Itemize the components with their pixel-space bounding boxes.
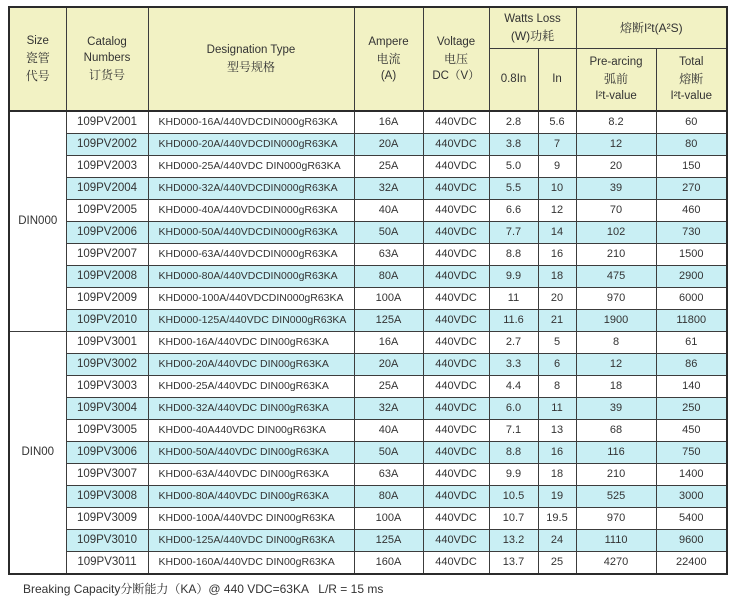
cell-ampere: 80A (354, 266, 423, 288)
cell-voltage: 440VDC (423, 376, 489, 398)
cell-ampere: 20A (354, 354, 423, 376)
watts-loss-label-zh: (W)功耗 (510, 28, 555, 43)
cell-catalog: 109PV2007 (66, 244, 148, 266)
total-label-value: I²t-value (670, 90, 713, 103)
col-header-in: In (538, 48, 576, 111)
cell-catalog: 109PV3006 (66, 442, 148, 464)
cell-prearc_i2t: 8 (576, 332, 656, 354)
cell-designation: KHD00-63A/440VDC DIN00gR63KA (148, 464, 354, 486)
table-row (9, 508, 727, 530)
cell-watts_in: 10 (538, 178, 576, 200)
cell-ampere: 125A (354, 530, 423, 552)
cell-voltage: 440VDC (423, 442, 489, 464)
col-header-catalog (66, 7, 148, 111)
size-label-zh1: 瓷管 (25, 51, 50, 65)
cell-voltage: 440VDC (423, 266, 489, 288)
cell-watts_08in: 8.8 (489, 244, 538, 266)
cell-ampere: 16A (354, 111, 423, 134)
pre-arcing-label-value: I²t-value (595, 90, 637, 103)
cell-watts_in: 16 (538, 442, 576, 464)
cell-voltage: 440VDC (423, 156, 489, 178)
cell-prearc_i2t: 18 (576, 376, 656, 398)
cell-designation: KHD000-40A/440VDCDIN000gR63KA (148, 200, 354, 222)
table-row (9, 420, 727, 442)
cell-voltage: 440VDC (423, 508, 489, 530)
col-header-ampere (354, 7, 423, 111)
col-header-watts-loss (489, 7, 576, 48)
cell-voltage: 440VDC (423, 288, 489, 310)
size-group-cell: DIN00 (9, 332, 66, 575)
cell-ampere: 40A (354, 200, 423, 222)
cell-ampere: 50A (354, 442, 423, 464)
cell-ampere: 100A (354, 288, 423, 310)
cell-watts_08in: 6.0 (489, 398, 538, 420)
cell-prearc_i2t: 1110 (576, 530, 656, 552)
cell-designation: KHD000-32A/440VDCDIN000gR63KA (148, 178, 354, 200)
cell-total_i2t: 22400 (656, 552, 727, 575)
cell-designation: KHD00-80A/440VDC DIN00gR63KA (148, 486, 354, 508)
cell-watts_08in: 4.4 (489, 376, 538, 398)
cell-catalog: 109PV3010 (66, 530, 148, 552)
table-body (9, 111, 727, 574)
cell-designation: KHD000-25A/440VDC DIN000gR63KA (148, 156, 354, 178)
cell-prearc_i2t: 12 (576, 134, 656, 156)
cell-prearc_i2t: 210 (576, 244, 656, 266)
cell-prearc_i2t: 12 (576, 354, 656, 376)
cell-watts_08in: 3.3 (489, 354, 538, 376)
cell-total_i2t: 250 (656, 398, 727, 420)
table-row (9, 134, 727, 156)
cell-designation: KHD00-25A/440VDC DIN00gR63KA (148, 376, 354, 398)
ampere-label-unit: (A) (380, 70, 397, 82)
cell-prearc_i2t: 116 (576, 442, 656, 464)
size-label-en: Size (26, 35, 49, 47)
cell-watts_08in: 7.7 (489, 222, 538, 244)
cell-ampere: 16A (354, 332, 423, 354)
cell-prearc_i2t: 70 (576, 200, 656, 222)
cell-designation: KHD000-20A/440VDCDIN000gR63KA (148, 134, 354, 156)
cell-watts_08in: 8.8 (489, 442, 538, 464)
pre-arcing-label-en: Pre-arcing (589, 56, 643, 69)
cell-ampere: 32A (354, 178, 423, 200)
cell-catalog: 109PV2006 (66, 222, 148, 244)
cell-prearc_i2t: 102 (576, 222, 656, 244)
cell-ampere: 63A (354, 244, 423, 266)
cell-voltage: 440VDC (423, 200, 489, 222)
cell-watts_in: 14 (538, 222, 576, 244)
cell-total_i2t: 9600 (656, 530, 727, 552)
cell-catalog: 109PV3011 (66, 552, 148, 575)
cell-watts_08in: 5.5 (489, 178, 538, 200)
cell-designation: KHD00-160A/440VDC DIN00gR63KA (148, 552, 354, 575)
cell-ampere: 32A (354, 398, 423, 420)
cell-catalog: 109PV3005 (66, 420, 148, 442)
cell-prearc_i2t: 970 (576, 508, 656, 530)
cell-watts_08in: 13.2 (489, 530, 538, 552)
cell-ampere: 25A (354, 376, 423, 398)
cell-voltage: 440VDC (423, 111, 489, 134)
cell-total_i2t: 1400 (656, 464, 727, 486)
cell-total_i2t: 1500 (656, 244, 727, 266)
cell-watts_in: 19.5 (538, 508, 576, 530)
col-header-08in: 0.8In (489, 48, 538, 111)
cell-watts_in: 18 (538, 266, 576, 288)
cell-voltage: 440VDC (423, 244, 489, 266)
cell-watts_in: 16 (538, 244, 576, 266)
cell-watts_in: 5 (538, 332, 576, 354)
cell-prearc_i2t: 4270 (576, 552, 656, 575)
cell-voltage: 440VDC (423, 398, 489, 420)
cell-voltage: 440VDC (423, 354, 489, 376)
table-row (9, 464, 727, 486)
cell-watts_08in: 13.7 (489, 552, 538, 575)
cell-designation: KHD000-50A/440VDCDIN000gR63KA (148, 222, 354, 244)
col-header-i2t (576, 7, 727, 48)
cell-designation: KHD000-80A/440VDCDIN000gR63KA (148, 266, 354, 288)
cell-watts_08in: 3.8 (489, 134, 538, 156)
cell-total_i2t: 2900 (656, 266, 727, 288)
cell-prearc_i2t: 68 (576, 420, 656, 442)
cell-prearc_i2t: 970 (576, 288, 656, 310)
catalog-label-en1: Catalog (87, 36, 127, 48)
col-header-total (656, 48, 727, 111)
table-row (9, 486, 727, 508)
cell-designation: KHD00-40A440VDC DIN00gR63KA (148, 420, 354, 442)
cell-voltage: 440VDC (423, 420, 489, 442)
table-row (9, 354, 727, 376)
cell-watts_in: 6 (538, 354, 576, 376)
voltage-label-en: Voltage (436, 36, 476, 48)
table-row (9, 156, 727, 178)
cell-designation: KHD000-125A/440VDC DIN000gR63KA (148, 310, 354, 332)
cell-ampere: 100A (354, 508, 423, 530)
cell-total_i2t: 86 (656, 354, 727, 376)
cell-ampere: 160A (354, 552, 423, 575)
cell-prearc_i2t: 8.2 (576, 111, 656, 134)
cell-ampere: 80A (354, 486, 423, 508)
cell-total_i2t: 11800 (656, 310, 727, 332)
cell-catalog: 109PV3007 (66, 464, 148, 486)
table-row (9, 442, 727, 464)
cell-watts_08in: 10.7 (489, 508, 538, 530)
cell-watts_in: 12 (538, 200, 576, 222)
table-row (9, 398, 727, 420)
cell-ampere: 40A (354, 420, 423, 442)
cell-designation: KHD000-63A/440VDCDIN000gR63KA (148, 244, 354, 266)
cell-prearc_i2t: 475 (576, 266, 656, 288)
cell-watts_in: 5.6 (538, 111, 576, 134)
cell-catalog: 109PV3009 (66, 508, 148, 530)
ampere-label-en: Ampere (368, 36, 409, 48)
cell-catalog: 109PV3001 (66, 332, 148, 354)
designation-label-en: Designation Type (206, 44, 296, 56)
cell-prearc_i2t: 20 (576, 156, 656, 178)
cell-voltage: 440VDC (423, 464, 489, 486)
designation-label-zh: 型号规格 (226, 60, 275, 74)
cell-ampere: 125A (354, 310, 423, 332)
cell-catalog: 109PV3008 (66, 486, 148, 508)
cell-ampere: 20A (354, 134, 423, 156)
i2t-group-title: 熔断I²t(A²S) (619, 20, 683, 35)
cell-voltage: 440VDC (423, 310, 489, 332)
table-row (9, 266, 727, 288)
cell-watts_in: 11 (538, 398, 576, 420)
col-header-size (9, 7, 66, 111)
pre-arcing-label-zh: 弧前 (604, 72, 629, 87)
cell-prearc_i2t: 525 (576, 486, 656, 508)
cell-ampere: 50A (354, 222, 423, 244)
cell-watts_in: 8 (538, 376, 576, 398)
cell-prearc_i2t: 39 (576, 178, 656, 200)
cell-voltage: 440VDC (423, 178, 489, 200)
fuse-spec-table (8, 6, 728, 575)
cell-prearc_i2t: 39 (576, 398, 656, 420)
table-row (9, 178, 727, 200)
cell-watts_in: 21 (538, 310, 576, 332)
cell-voltage: 440VDC (423, 530, 489, 552)
cell-designation: KHD000-16A/440VDCDIN000gR63KA (148, 111, 354, 134)
table-row (9, 376, 727, 398)
cell-catalog: 109PV3002 (66, 354, 148, 376)
table-row (9, 530, 727, 552)
cell-voltage: 440VDC (423, 552, 489, 575)
cell-ampere: 25A (354, 156, 423, 178)
cell-watts_in: 19 (538, 486, 576, 508)
cell-total_i2t: 460 (656, 200, 727, 222)
cell-watts_08in: 11 (489, 288, 538, 310)
table-row (9, 552, 727, 575)
breaking-capacity-note: Breaking Capacity分断能力（KA）@ 440 VDC=63KA L/R = 15 ms (23, 582, 384, 596)
cell-catalog: 109PV2005 (66, 200, 148, 222)
table-row (9, 310, 727, 332)
cell-total_i2t: 140 (656, 376, 727, 398)
cell-watts_08in: 9.9 (489, 464, 538, 486)
cell-designation: KHD000-100A/440VDCDIN000gR63KA (148, 288, 354, 310)
total-label-en: Total (679, 56, 704, 69)
cell-watts_in: 25 (538, 552, 576, 575)
cell-total_i2t: 80 (656, 134, 727, 156)
cell-watts_08in: 5.0 (489, 156, 538, 178)
cell-watts_08in: 11.6 (489, 310, 538, 332)
cell-catalog: 109PV2001 (66, 111, 148, 134)
cell-designation: KHD00-50A/440VDC DIN00gR63KA (148, 442, 354, 464)
table-row (9, 332, 727, 354)
cell-designation: KHD00-20A/440VDC DIN00gR63KA (148, 354, 354, 376)
table-row (9, 222, 727, 244)
cell-watts_in: 9 (538, 156, 576, 178)
catalog-label-zh: 订货号 (88, 68, 125, 82)
cell-total_i2t: 450 (656, 420, 727, 442)
ampere-label-zh: 电流 (376, 52, 401, 66)
cell-watts_08in: 6.6 (489, 200, 538, 222)
cell-total_i2t: 61 (656, 332, 727, 354)
cell-catalog: 109PV2002 (66, 134, 148, 156)
cell-catalog: 109PV3003 (66, 376, 148, 398)
voltage-label-unit: DC（V） (432, 70, 480, 82)
cell-watts_in: 18 (538, 464, 576, 486)
cell-designation: KHD00-125A/440VDC DIN00gR63KA (148, 530, 354, 552)
voltage-label-zh: 电压 (443, 52, 468, 66)
cell-total_i2t: 150 (656, 156, 727, 178)
cell-watts_08in: 2.7 (489, 332, 538, 354)
col-header-designation (148, 7, 354, 111)
cell-voltage: 440VDC (423, 486, 489, 508)
catalog-label-en2: Numbers (83, 52, 131, 64)
table-row (9, 244, 727, 266)
size-group-cell: DIN000 (9, 111, 66, 332)
table-row (9, 111, 727, 134)
cell-watts_in: 7 (538, 134, 576, 156)
col-header-voltage (423, 7, 489, 111)
cell-total_i2t: 270 (656, 178, 727, 200)
col-header-pre-arcing (576, 48, 656, 111)
cell-total_i2t: 730 (656, 222, 727, 244)
cell-catalog: 109PV2004 (66, 178, 148, 200)
cell-catalog: 109PV2008 (66, 266, 148, 288)
table-row (9, 288, 727, 310)
cell-total_i2t: 60 (656, 111, 727, 134)
cell-prearc_i2t: 1900 (576, 310, 656, 332)
cell-total_i2t: 5400 (656, 508, 727, 530)
size-label-zh2: 代号 (25, 69, 50, 83)
cell-prearc_i2t: 210 (576, 464, 656, 486)
cell-watts_08in: 2.8 (489, 111, 538, 134)
cell-watts_in: 24 (538, 530, 576, 552)
cell-ampere: 63A (354, 464, 423, 486)
cell-total_i2t: 6000 (656, 288, 727, 310)
table-row (9, 200, 727, 222)
cell-designation: KHD00-16A/440VDC DIN00gR63KA (148, 332, 354, 354)
cell-voltage: 440VDC (423, 332, 489, 354)
cell-watts_08in: 7.1 (489, 420, 538, 442)
cell-designation: KHD00-32A/440VDC DIN00gR63KA (148, 398, 354, 420)
cell-watts_08in: 9.9 (489, 266, 538, 288)
cell-total_i2t: 750 (656, 442, 727, 464)
cell-total_i2t: 3000 (656, 486, 727, 508)
cell-catalog: 109PV2010 (66, 310, 148, 332)
total-label-zh: 熔断 (679, 72, 704, 87)
cell-catalog: 109PV2003 (66, 156, 148, 178)
cell-designation: KHD00-100A/440VDC DIN00gR63KA (148, 508, 354, 530)
cell-watts_08in: 10.5 (489, 486, 538, 508)
cell-voltage: 440VDC (423, 222, 489, 244)
cell-catalog: 109PV2009 (66, 288, 148, 310)
watts-loss-label-en: Watts Loss (504, 12, 561, 25)
cell-watts_in: 20 (538, 288, 576, 310)
cell-voltage: 440VDC (423, 134, 489, 156)
cell-catalog: 109PV3004 (66, 398, 148, 420)
cell-watts_in: 13 (538, 420, 576, 442)
